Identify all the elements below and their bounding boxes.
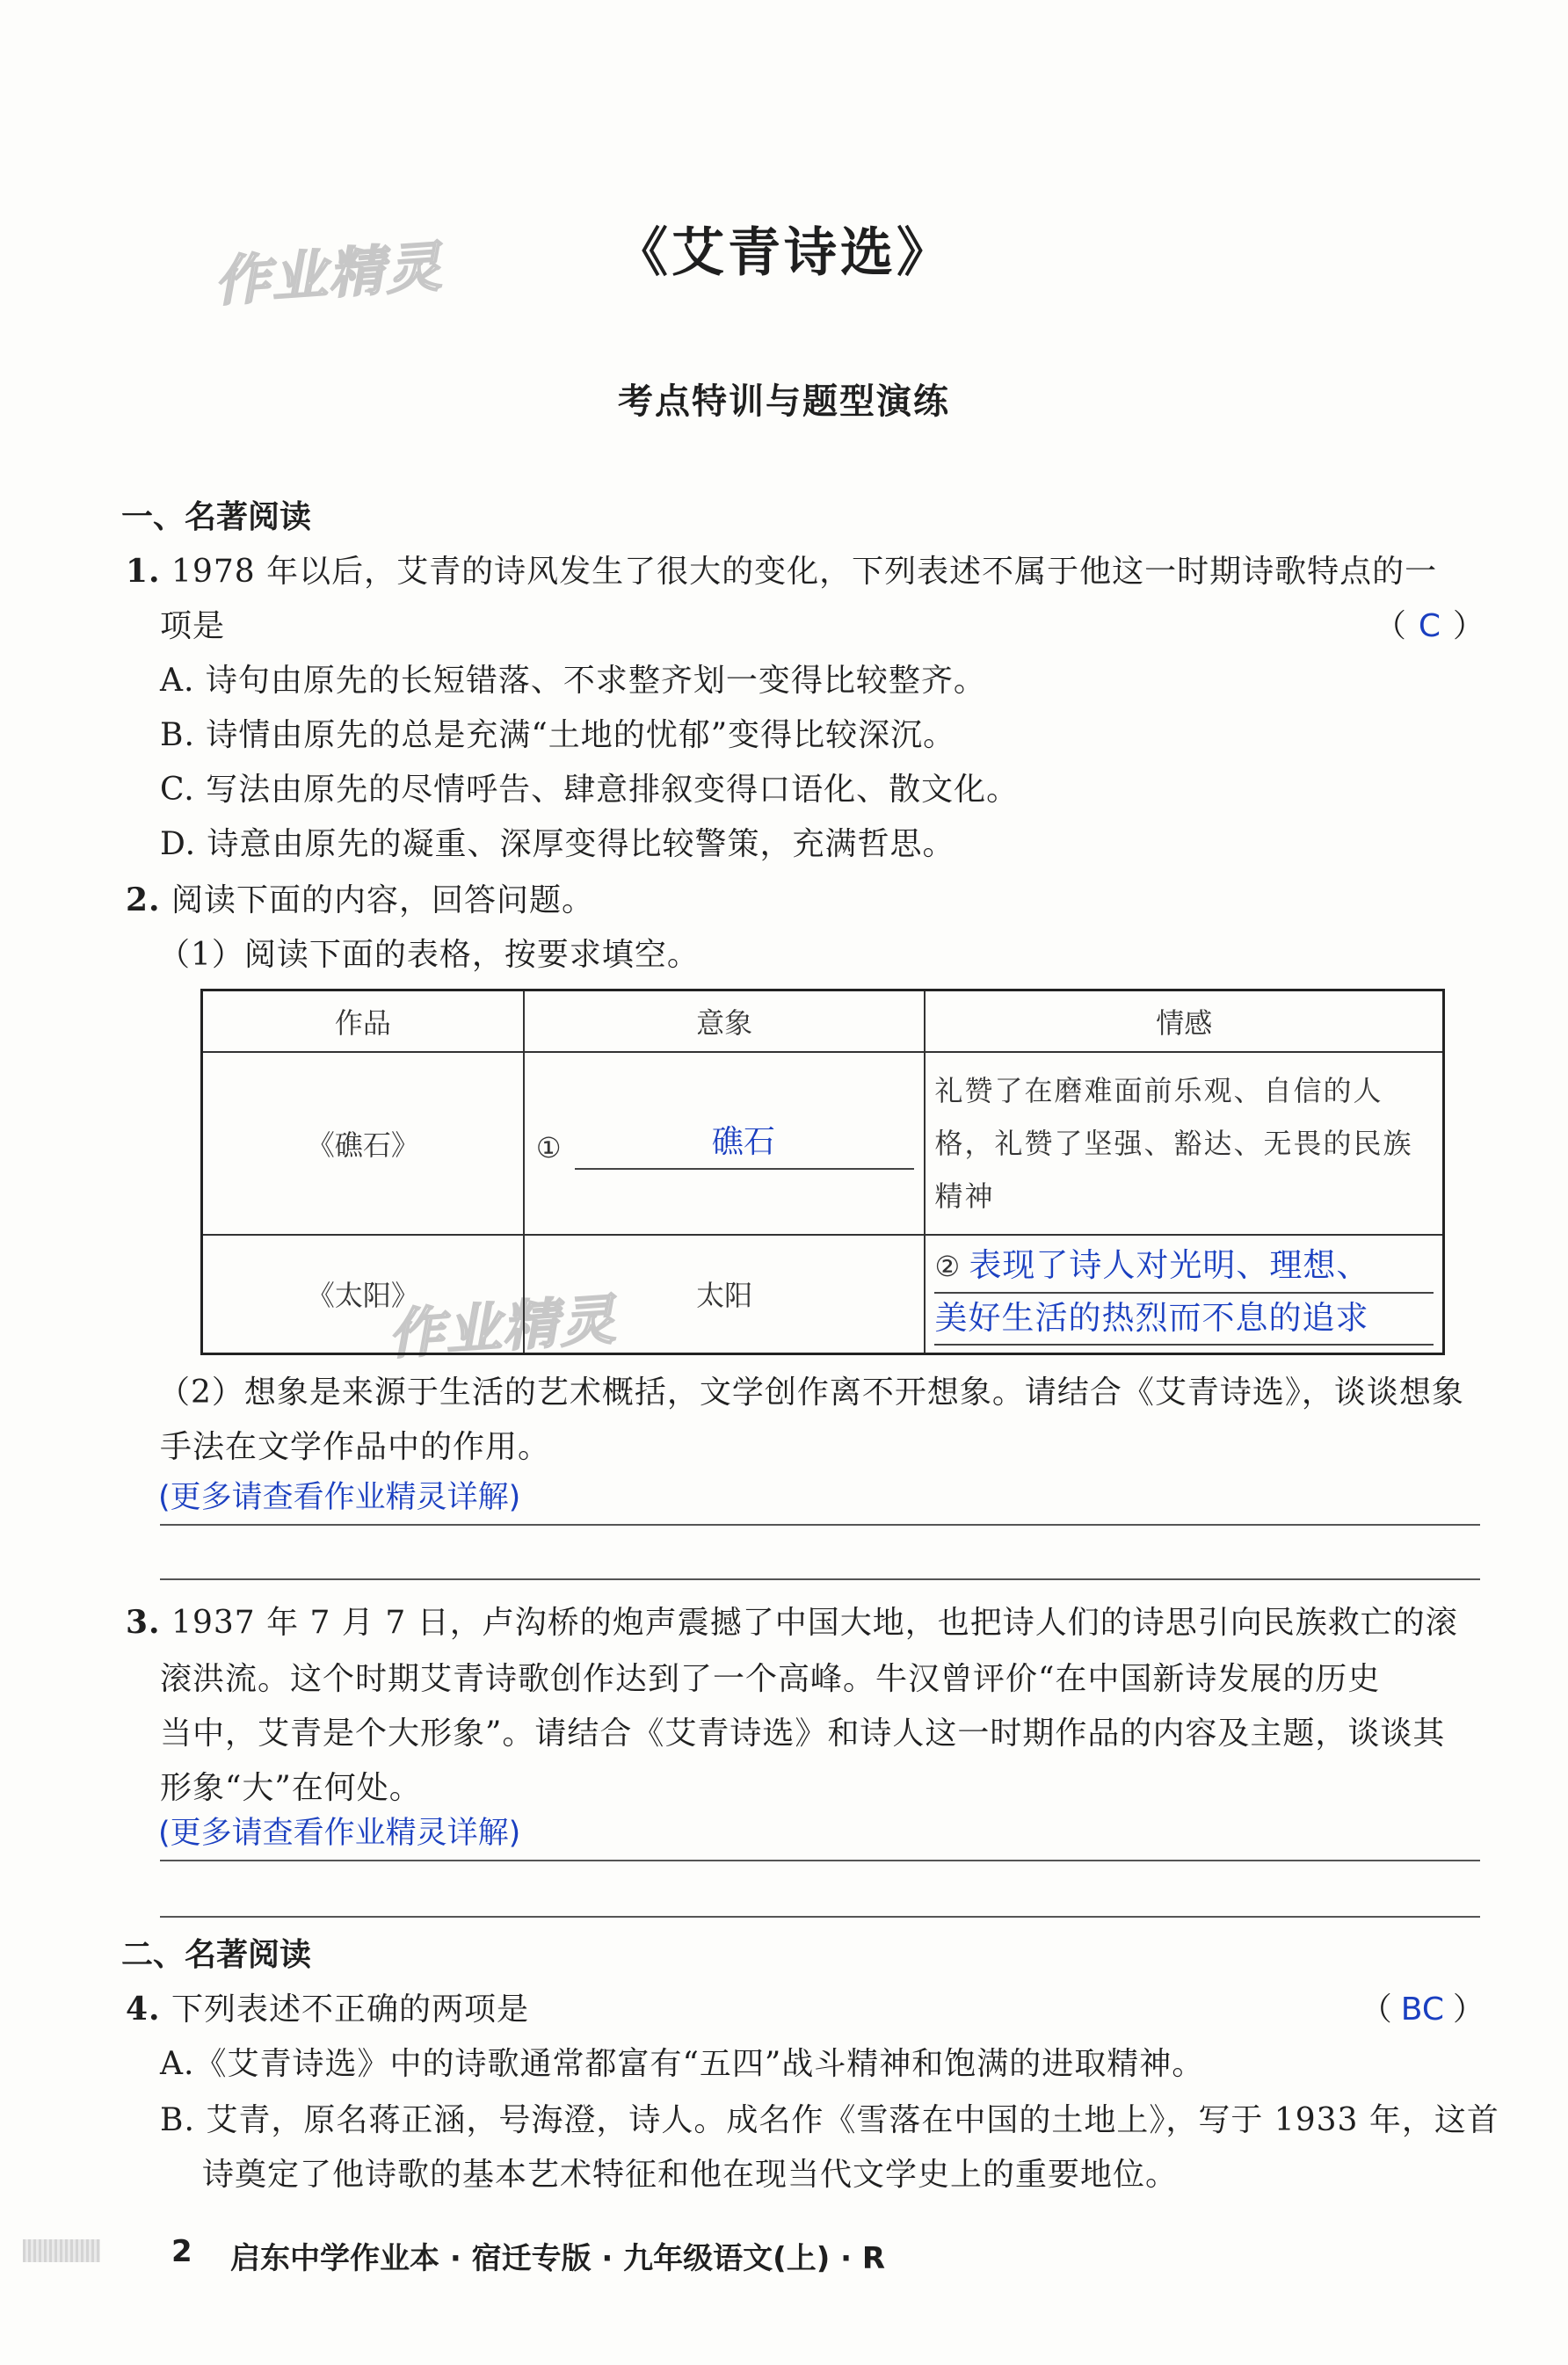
blank-marker-2: ② [934,1250,961,1284]
table-row [202,1235,1444,1354]
section-heading-2: 二、名著阅读 [121,1936,312,1973]
question-4-option-a: A.《艾青诗选》中的诗歌通常都富有“五四”战斗精神和饱满的进取精神。 [160,2046,1205,2082]
question-3-line3: 当中，艾青是个大形象”。请结合《艾青诗选》和诗人这一时期作品的内容及主题，谈谈其 [160,1716,1446,1752]
answer-line [160,1860,1480,1861]
table-answer-2-line1: 表现了诗人对光明、理想、 [969,1246,1370,1285]
blank-marker-1: ① [535,1130,562,1164]
table-cell-emotion-reef [925,1052,1443,1235]
table-cell-work-sun: 《太阳》 [202,1235,524,1354]
corner-texture [23,2239,100,2262]
question-2-part2-line2: 手法在文学作品中的作用。 [160,1429,551,1465]
answer-line [160,1916,1480,1918]
question-1-option-c: C. 写法由原先的尽情呼告、肆意排叙变得口语化、散文化。 [160,772,1020,808]
question-1-text: 1978 年以后，艾青的诗风发生了很大的变化，下列表述不属于他这一时期诗歌特点的一 [171,554,1438,590]
question-4-option-b-line2: 诗奠定了他诗歌的基本艺术特征和他在现当代文学史上的重要地位。 [202,2157,1179,2193]
paren-open: （ [1360,1991,1392,2028]
table-answer-2-line2: 美好生活的热烈而不息的追求 [934,1299,1369,1338]
paren-close: ） [1452,608,1485,644]
table-cell-work-reef: 《礁石》 [202,1052,524,1235]
question-2-text: 阅读下面的内容，回答问题。 [171,882,595,918]
watermark-logo-table: 作业精灵 [387,1287,628,1367]
table-cell-emotion-blank-2 [925,1235,1443,1354]
question-2-part1: （1）阅读下面的表格，按要求填空。 [158,937,700,973]
question-3-line2: 滚洪流。这个时期艾青诗歌创作达到了一个高峰。牛汉曾评价“在中国新诗发展的历史 [160,1661,1381,1697]
emotion-line: 礼赞了在磨难面前乐观、自信的人 [934,1073,1383,1107]
page-number: 2 [171,2234,192,2269]
page-subtitle: 考点特训与题型演练 [618,381,950,422]
question-1-option-b: B. 诗情由原先的总是充满“土地的忧郁”变得比较深沉。 [160,717,956,753]
emotion-answer-line [934,1242,1434,1294]
more-details-link-q3[interactable]: (更多请查看作业精灵详解) [158,1816,521,1851]
question-4-text: 下列表述不正确的两项是 [171,1991,530,2028]
imagery-table [200,989,1445,1355]
book-title-footer: 启东中学作业本 · 宿迁专版 · 九年级语文(上) · R [230,2241,886,2276]
question-1-answer-box [1375,601,1485,646]
question-3-number: 3. [126,1604,161,1641]
question-4-number: 4. [126,1991,161,2028]
table-cell-image-sun: 太阳 [524,1235,926,1354]
paren-open: （ [1374,608,1406,644]
emotion-line: 格，礼赞了坚强、豁达、无畏的民族 [934,1126,1413,1160]
question-1-line1 [126,547,1437,591]
table-cell-image-blank-1 [524,1052,926,1235]
question-3-text: 1937 年 7 月 7 日，卢沟桥的炮声震撼了中国大地，也把诗人们的诗思引向民族救亡的滚 [171,1605,1458,1641]
question-4-stem [126,1984,529,2029]
question-4-answer-box [1361,1984,1485,2029]
question-2-part2-line1: （2）想象是来源于生活的艺术概括，文学创作离不开想象。请结合《艾青诗选》，谈谈想象 [158,1375,1464,1411]
table-header-emotion: 情感 [925,990,1443,1052]
answer-line [160,1578,1480,1580]
answer-underline-1 [575,1168,915,1170]
question-4-option-b-line1: B. 艾青，原名蒋正涵，号海澄，诗人。成名作《雪落在中国的土地上》，写于 1933 年，这首 [160,2102,1499,2138]
question-3-line4: 形象“大”在何处。 [160,1770,422,1806]
page-title: 《艾青诗选》 [615,222,953,284]
emotion-answer-line [934,1294,1434,1346]
question-2-stem [126,875,594,920]
table-header-row [202,990,1444,1052]
table-header-work: 作品 [202,990,524,1052]
question-3-line1 [126,1598,1458,1643]
answer-line [160,1524,1480,1526]
question-2-number: 2. [126,881,161,918]
question-1-number: 1. [126,553,161,590]
table-header-image: 意象 [524,990,926,1052]
question-4-answer: BC [1400,1991,1444,2028]
section-heading-1: 一、名著阅读 [121,498,312,535]
question-1-line2: 项是 [160,608,226,644]
emotion-line: 精神 [934,1179,995,1213]
watermark-logo-top: 作业精灵 [213,234,454,314]
paren-close: ） [1452,1991,1485,2028]
question-1-option-d: D. 诗意由原先的凝重、深厚变得比较警策，充满哲思。 [160,826,955,862]
table-row [202,1052,1444,1235]
question-1-option-a: A. 诗句由原先的长短错落、不求整齐划一变得比较整齐。 [160,663,986,699]
question-1-answer: C [1418,608,1441,644]
more-details-link-q2[interactable]: (更多请查看作业精灵详解) [158,1480,521,1515]
table-answer-1: 礁石 [711,1123,775,1160]
